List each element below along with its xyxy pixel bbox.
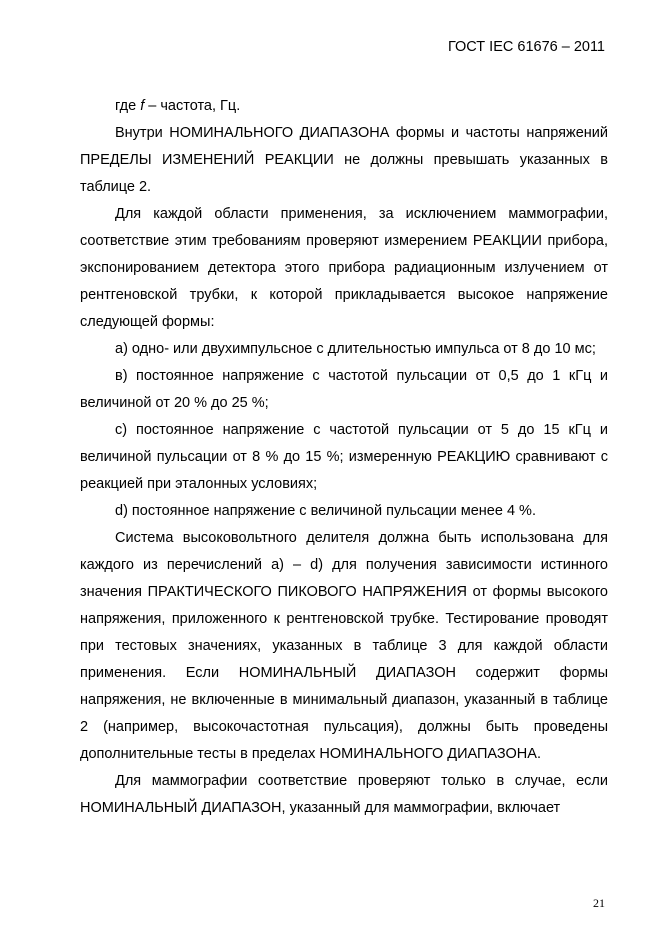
paragraph-test-method: Для каждой области применения, за исключением маммографии, соответствие этим требованиям проверяют измерением РЕАКЦИИ прибора, экспонированием детектора этого прибора радиационным излучением от рентгеновской трубки, к которой прикладывается высокое напряжение следующей формы:: [80, 206, 608, 330]
list-item-c: с) постоянное напряжение с частотой пульсации от 5 до 15 кГц и величиной пульсации от 8 % до 15 %; измеренную РЕАКЦИЮ сравнивают с реакцией при эталонных условиях;: [80, 422, 608, 492]
frequency-variable: f: [140, 98, 145, 114]
page-number: 21: [593, 896, 605, 910]
list-item-b: в) постоянное напряжение с частотой пульсации от 0,5 до 1 кГц и величиной от 20 % до 25 %;: [80, 368, 608, 411]
paragraph-response-limits: Внутри НОМИНАЛЬНОГО ДИАПАЗОНА формы и частоты напряжений ПРЕДЕЛЫ ИЗМЕНЕНИЙ РЕАКЦИИ не должны превышать указанных в таблице 2.: [80, 125, 608, 195]
definition-suffix: – частота, Гц.: [144, 98, 241, 114]
document-body: [80, 93, 608, 822]
paragraph-mammography: Для маммографии соответствие проверяют только в случае, если НОМИНАЛЬНЫЙ ДИАПАЗОН, указанный для маммографии, включает: [80, 773, 608, 816]
page-header-standard-id: ГОСТ IEC 61676 – 2011: [447, 39, 605, 55]
paragraph-divider-system: Система высоковольтного делителя должна быть использована для каждого из перечислений а) – d) для получения зависимости истинного значения ПРАКТИЧЕСКОГО ПИКОВОГО НАПРЯЖЕНИЯ от формы высокого напряжения, приложенного к рентгеновской трубке. Тестирование проводят при тестовых значениях, указанных в таблице 3 для каждой области применения. Если НОМИНАЛЬНЫЙ ДИАПАЗОН содержит формы напряжения, не включенные в минимальный диапазон, указанный в таблице 2 (например, высокочастотная пульсация), должны быть проведены дополнительные тесты в пределах НОМИНАЛЬНОГО ДИАПАЗОНА.: [80, 530, 608, 762]
definition-prefix: где: [115, 98, 141, 114]
list-item-d: d) постоянное напряжение с величиной пульсации менее 4 %.: [115, 503, 536, 519]
list-item-a: а) одно- или двухимпульсное с длительностью импульса от 8 до 10 мс;: [115, 341, 596, 357]
paragraph-variable-definition: [80, 93, 608, 120]
